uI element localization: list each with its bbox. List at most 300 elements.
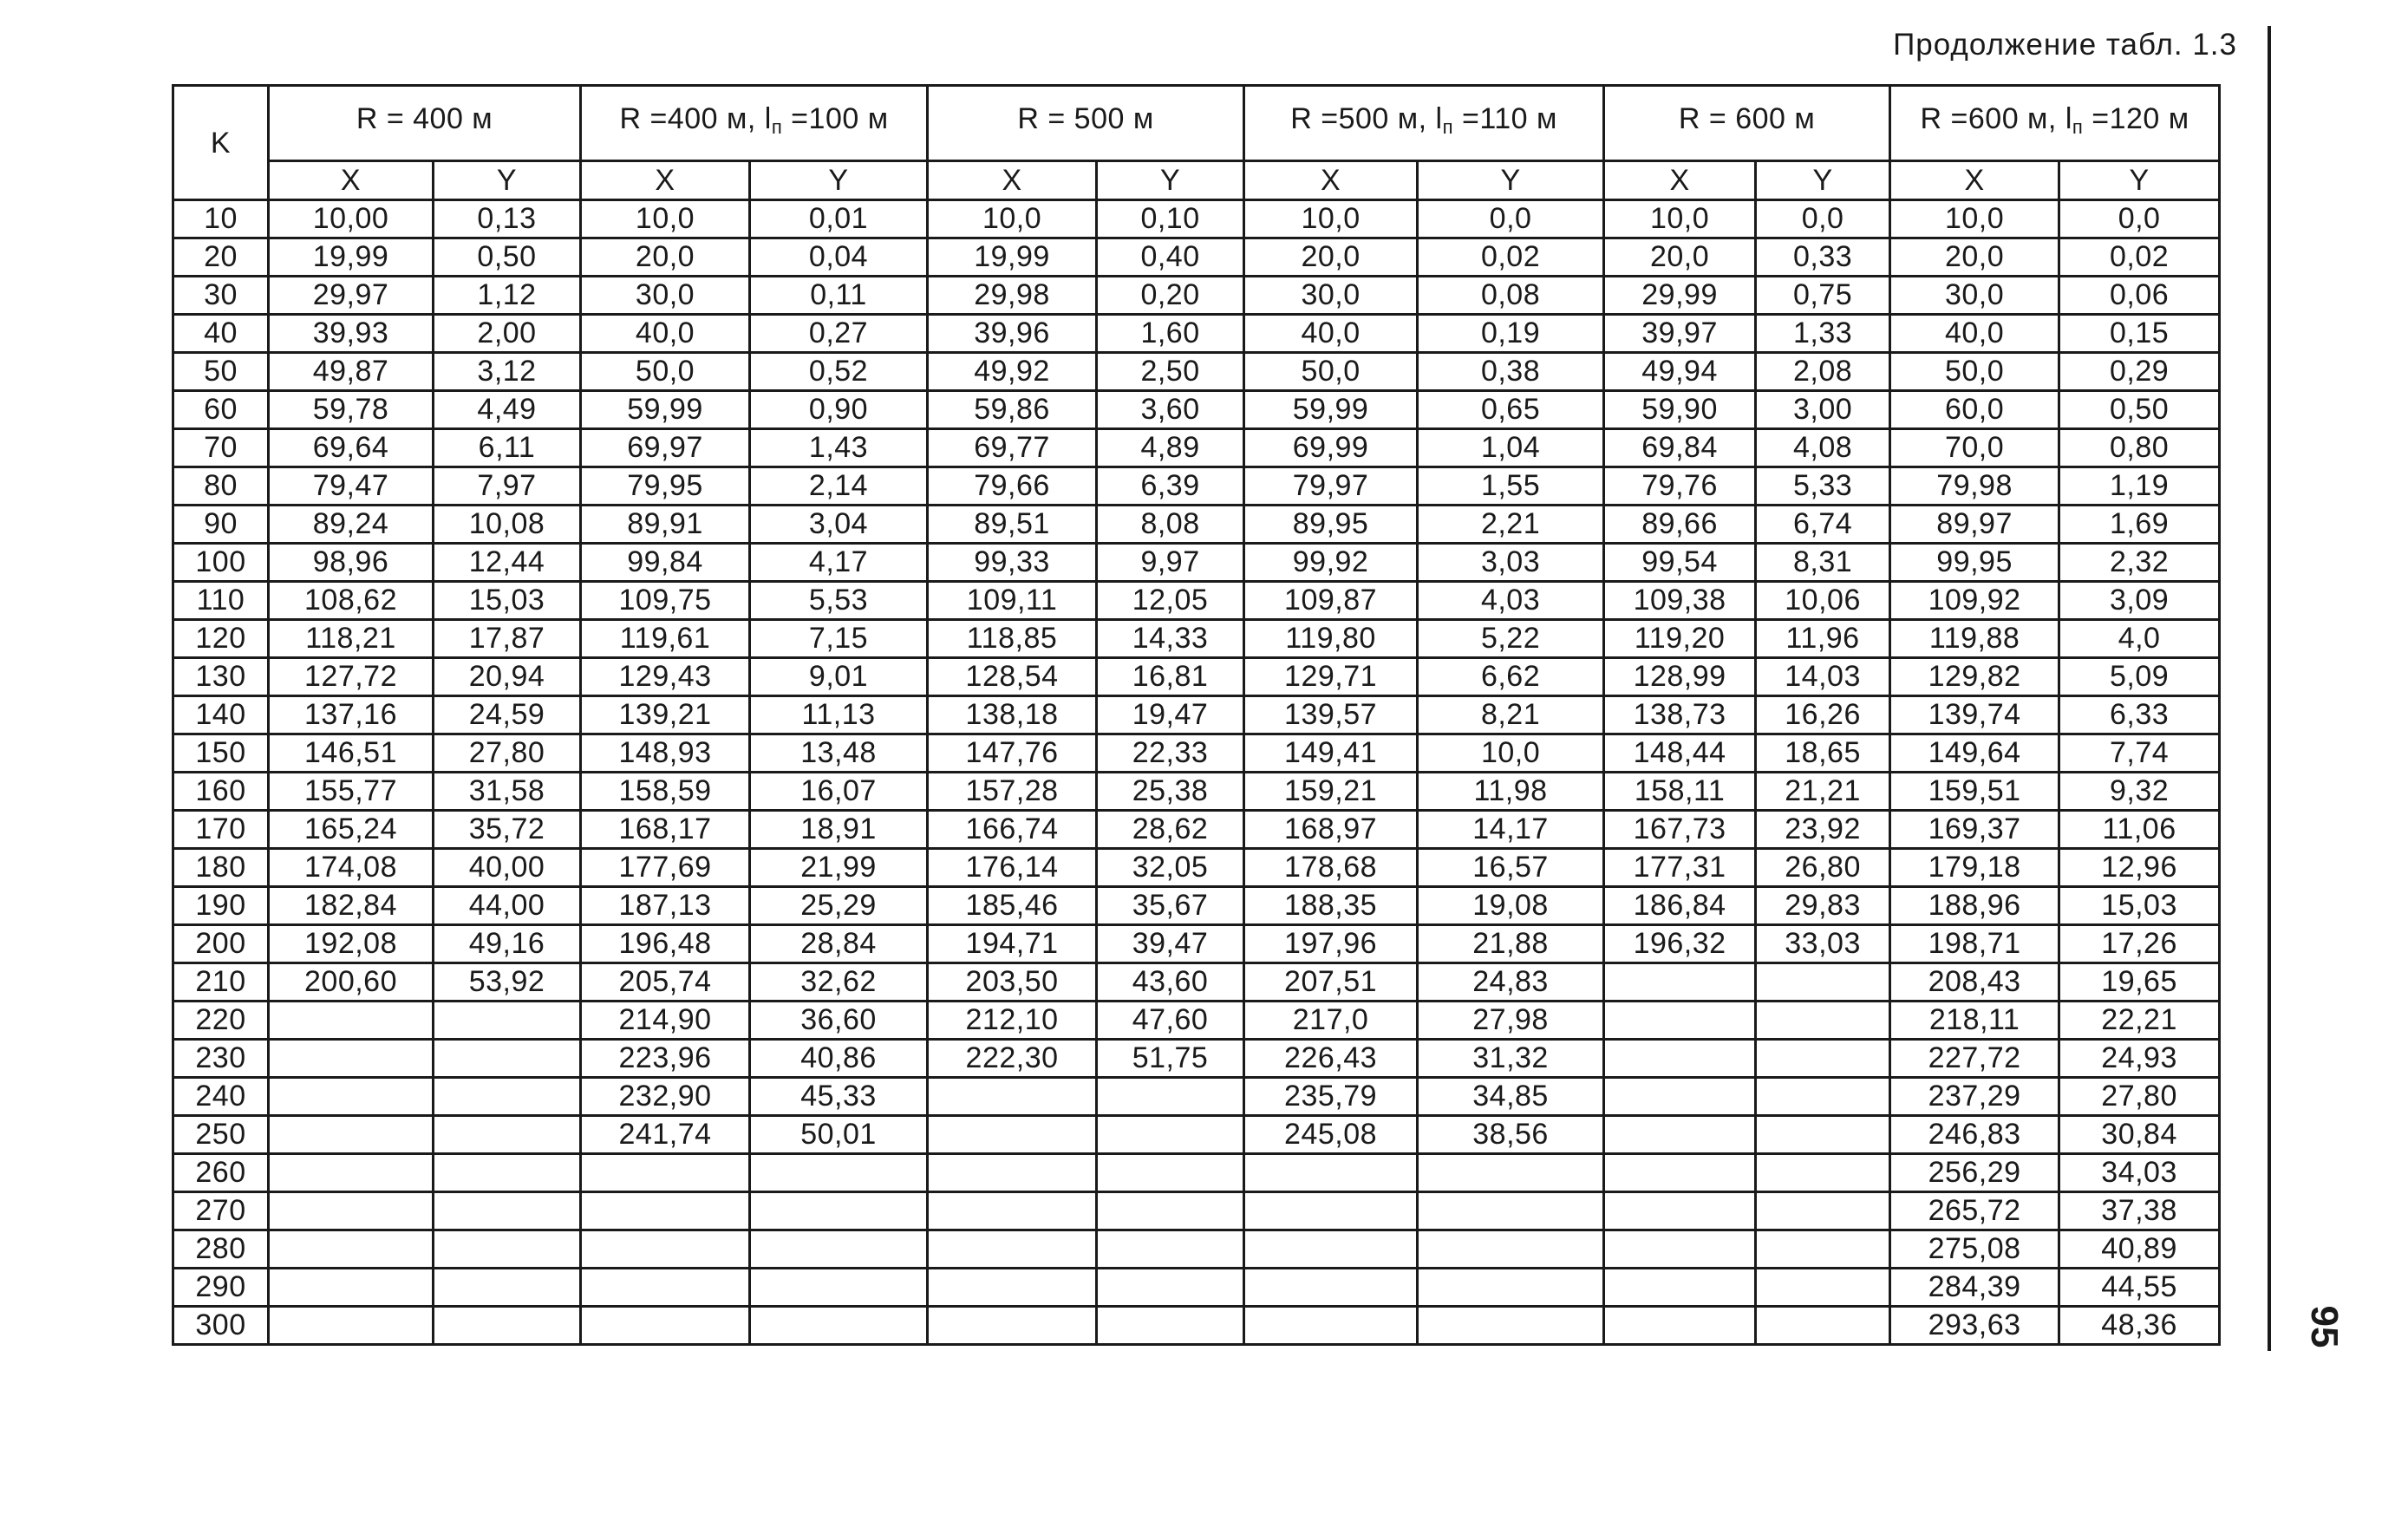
y-value-cell: 34,85: [1418, 1078, 1604, 1116]
x-value-cell: 119,88: [1890, 620, 2059, 658]
x-value-cell: 79,98: [1890, 467, 2059, 506]
y-value-cell: 48,36: [2059, 1307, 2220, 1345]
k-cell: 300: [173, 1307, 269, 1345]
x-value-cell: 256,29: [1890, 1154, 2059, 1192]
x-value-cell: 89,24: [269, 506, 434, 544]
y-value-cell: [1097, 1078, 1244, 1116]
x-value-cell: [581, 1307, 750, 1345]
x-value-cell: 222,30: [928, 1040, 1097, 1078]
y-value-cell: 0,19: [1418, 315, 1604, 353]
y-value-cell: 0,65: [1418, 391, 1604, 429]
y-value-cell: 17,26: [2059, 925, 2220, 963]
k-cell: 10: [173, 200, 269, 238]
k-cell: 110: [173, 582, 269, 620]
group-header: R = 400 м: [269, 86, 581, 161]
k-cell: 190: [173, 887, 269, 925]
x-value-cell: 129,71: [1244, 658, 1418, 696]
x-value-cell: [581, 1154, 750, 1192]
x-header: X: [1244, 161, 1418, 200]
x-value-cell: 40,0: [581, 315, 750, 353]
y-value-cell: 28,62: [1097, 811, 1244, 849]
y-value-cell: 14,33: [1097, 620, 1244, 658]
x-value-cell: 79,97: [1244, 467, 1418, 506]
k-cell: 170: [173, 811, 269, 849]
y-value-cell: 6,39: [1097, 467, 1244, 506]
y-value-cell: 16,26: [1756, 696, 1890, 734]
y-header: Y: [1418, 161, 1604, 200]
table-row: [173, 696, 2220, 734]
x-value-cell: [1604, 1078, 1756, 1116]
y-value-cell: 0,52: [750, 353, 928, 391]
y-value-cell: 38,56: [1418, 1116, 1604, 1154]
group-header-row: [173, 86, 2220, 161]
y-value-cell: [750, 1192, 928, 1230]
x-value-cell: 49,87: [269, 353, 434, 391]
x-value-cell: 39,93: [269, 315, 434, 353]
x-value-cell: 177,31: [1604, 849, 1756, 887]
x-value-cell: 69,84: [1604, 429, 1756, 467]
y-value-cell: [750, 1307, 928, 1345]
y-value-cell: 22,33: [1097, 734, 1244, 773]
y-value-cell: 4,0: [2059, 620, 2220, 658]
x-value-cell: 109,92: [1890, 582, 2059, 620]
x-value-cell: [269, 1230, 434, 1269]
x-value-cell: 196,48: [581, 925, 750, 963]
y-value-cell: 4,08: [1756, 429, 1890, 467]
y-value-cell: 0,90: [750, 391, 928, 429]
y-value-cell: 1,04: [1418, 429, 1604, 467]
x-value-cell: 128,99: [1604, 658, 1756, 696]
x-value-cell: 79,66: [928, 467, 1097, 506]
y-value-cell: 16,57: [1418, 849, 1604, 887]
x-value-cell: 89,91: [581, 506, 750, 544]
table-row: [173, 544, 2220, 582]
y-value-cell: 27,80: [434, 734, 581, 773]
y-value-cell: 14,17: [1418, 811, 1604, 849]
y-value-cell: 45,33: [750, 1078, 928, 1116]
y-value-cell: 16,07: [750, 773, 928, 811]
x-value-cell: 59,99: [1244, 391, 1418, 429]
x-value-cell: 109,11: [928, 582, 1097, 620]
y-value-cell: [750, 1154, 928, 1192]
x-value-cell: 165,24: [269, 811, 434, 849]
x-value-cell: [1604, 1040, 1756, 1078]
x-value-cell: 29,97: [269, 277, 434, 315]
x-value-cell: [1604, 963, 1756, 1002]
x-value-cell: 99,92: [1244, 544, 1418, 582]
k-cell: 180: [173, 849, 269, 887]
y-value-cell: 8,31: [1756, 544, 1890, 582]
y-value-cell: 6,11: [434, 429, 581, 467]
table-row: [173, 773, 2220, 811]
k-cell: 70: [173, 429, 269, 467]
y-value-cell: 22,21: [2059, 1002, 2220, 1040]
x-value-cell: 108,62: [269, 582, 434, 620]
y-value-cell: 11,98: [1418, 773, 1604, 811]
y-value-cell: 40,00: [434, 849, 581, 887]
x-value-cell: [1604, 1269, 1756, 1307]
x-header: X: [1890, 161, 2059, 200]
x-value-cell: 119,20: [1604, 620, 1756, 658]
x-value-cell: [1244, 1154, 1418, 1192]
group-header: R =400 м, $l_п =100$ м: [581, 86, 928, 161]
x-value-cell: 147,76: [928, 734, 1097, 773]
y-value-cell: 0,06: [2059, 277, 2220, 315]
group-header: R =600 м, $l_п =120$ м: [1890, 86, 2220, 161]
x-value-cell: 119,80: [1244, 620, 1418, 658]
y-value-cell: 0,13: [434, 200, 581, 238]
y-value-cell: 12,44: [434, 544, 581, 582]
x-value-cell: 79,76: [1604, 467, 1756, 506]
table-row: [173, 963, 2220, 1002]
x-value-cell: 118,21: [269, 620, 434, 658]
x-value-cell: [1244, 1230, 1418, 1269]
k-cell: 140: [173, 696, 269, 734]
y-value-cell: 2,50: [1097, 353, 1244, 391]
y-value-cell: 0,33: [1756, 238, 1890, 277]
x-value-cell: 20,0: [581, 238, 750, 277]
x-value-cell: 237,29: [1890, 1078, 2059, 1116]
y-value-cell: [750, 1269, 928, 1307]
y-value-cell: 0,29: [2059, 353, 2220, 391]
x-value-cell: 20,0: [1604, 238, 1756, 277]
x-value-cell: 169,37: [1890, 811, 2059, 849]
x-value-cell: 30,0: [1244, 277, 1418, 315]
table-row: [173, 315, 2220, 353]
y-value-cell: 47,60: [1097, 1002, 1244, 1040]
x-value-cell: [1244, 1307, 1418, 1345]
y-value-cell: [1756, 1192, 1890, 1230]
x-value-cell: 99,33: [928, 544, 1097, 582]
y-value-cell: 0,11: [750, 277, 928, 315]
x-value-cell: 208,43: [1890, 963, 2059, 1002]
x-value-cell: 246,83: [1890, 1116, 2059, 1154]
y-value-cell: 13,48: [750, 734, 928, 773]
x-value-cell: 186,84: [1604, 887, 1756, 925]
y-value-cell: 0,40: [1097, 238, 1244, 277]
y-value-cell: 3,04: [750, 506, 928, 544]
y-value-cell: [1756, 1307, 1890, 1345]
y-value-cell: 3,12: [434, 353, 581, 391]
y-value-cell: [1756, 963, 1890, 1002]
k-cell: 250: [173, 1116, 269, 1154]
y-value-cell: 15,03: [2059, 887, 2220, 925]
table-row: [173, 620, 2220, 658]
y-value-cell: 20,94: [434, 658, 581, 696]
x-value-cell: [269, 1078, 434, 1116]
x-value-cell: 148,44: [1604, 734, 1756, 773]
x-value-cell: 40,0: [1244, 315, 1418, 353]
x-value-cell: 194,71: [928, 925, 1097, 963]
y-value-cell: [1418, 1192, 1604, 1230]
x-value-cell: [1604, 1192, 1756, 1230]
y-value-cell: 33,03: [1756, 925, 1890, 963]
y-value-cell: 1,60: [1097, 315, 1244, 353]
y-value-cell: 0,01: [750, 200, 928, 238]
y-value-cell: 0,15: [2059, 315, 2220, 353]
x-value-cell: 168,97: [1244, 811, 1418, 849]
y-value-cell: 5,09: [2059, 658, 2220, 696]
x-value-cell: 166,74: [928, 811, 1097, 849]
x-value-cell: 98,96: [269, 544, 434, 582]
k-cell: 290: [173, 1269, 269, 1307]
x-value-cell: 129,43: [581, 658, 750, 696]
y-value-cell: 27,98: [1418, 1002, 1604, 1040]
y-value-cell: [750, 1230, 928, 1269]
k-cell: 150: [173, 734, 269, 773]
y-value-cell: 1,19: [2059, 467, 2220, 506]
x-value-cell: 10,00: [269, 200, 434, 238]
x-value-cell: 50,0: [1244, 353, 1418, 391]
x-value-cell: 174,08: [269, 849, 434, 887]
table-body: [173, 200, 2220, 1345]
x-value-cell: 155,77: [269, 773, 434, 811]
x-value-cell: 158,59: [581, 773, 750, 811]
x-value-cell: 200,60: [269, 963, 434, 1002]
x-value-cell: [269, 1154, 434, 1192]
y-value-cell: 4,49: [434, 391, 581, 429]
x-value-cell: 212,10: [928, 1002, 1097, 1040]
x-value-cell: [928, 1230, 1097, 1269]
x-value-cell: [928, 1116, 1097, 1154]
x-value-cell: 223,96: [581, 1040, 750, 1078]
y-value-cell: 31,58: [434, 773, 581, 811]
x-value-cell: 157,28: [928, 773, 1097, 811]
table-row: [173, 506, 2220, 544]
y-value-cell: 7,97: [434, 467, 581, 506]
y-value-cell: [1756, 1002, 1890, 1040]
y-value-cell: 15,03: [434, 582, 581, 620]
x-value-cell: 207,51: [1244, 963, 1418, 1002]
table-row: [173, 925, 2220, 963]
x-value-cell: [1604, 1116, 1756, 1154]
y-value-cell: 6,33: [2059, 696, 2220, 734]
x-value-cell: 192,08: [269, 925, 434, 963]
y-value-cell: [434, 1116, 581, 1154]
table-row: [173, 238, 2220, 277]
x-value-cell: 226,43: [1244, 1040, 1418, 1078]
y-value-cell: 0,10: [1097, 200, 1244, 238]
x-value-cell: 129,82: [1890, 658, 2059, 696]
y-value-cell: 24,83: [1418, 963, 1604, 1002]
y-value-cell: 6,62: [1418, 658, 1604, 696]
y-value-cell: 4,03: [1418, 582, 1604, 620]
x-value-cell: 49,92: [928, 353, 1097, 391]
x-value-cell: 179,18: [1890, 849, 2059, 887]
y-value-cell: 2,08: [1756, 353, 1890, 391]
x-value-cell: 39,97: [1604, 315, 1756, 353]
y-value-cell: 2,21: [1418, 506, 1604, 544]
y-value-cell: [1756, 1154, 1890, 1192]
x-value-cell: 59,78: [269, 391, 434, 429]
x-value-cell: [1604, 1230, 1756, 1269]
y-value-cell: 17,87: [434, 620, 581, 658]
y-value-cell: 4,89: [1097, 429, 1244, 467]
x-value-cell: 218,11: [1890, 1002, 2059, 1040]
y-value-cell: 43,60: [1097, 963, 1244, 1002]
x-value-cell: 99,84: [581, 544, 750, 582]
x-value-cell: 10,0: [1244, 200, 1418, 238]
x-value-cell: 187,13: [581, 887, 750, 925]
y-value-cell: 32,62: [750, 963, 928, 1002]
k-cell: 280: [173, 1230, 269, 1269]
table-row: [173, 200, 2220, 238]
x-value-cell: 109,75: [581, 582, 750, 620]
x-value-cell: [1244, 1192, 1418, 1230]
table-row: [173, 353, 2220, 391]
group-header: R = 500 м: [928, 86, 1244, 161]
x-value-cell: 109,87: [1244, 582, 1418, 620]
table-row: [173, 1154, 2220, 1192]
y-value-cell: 0,02: [2059, 238, 2220, 277]
y-value-cell: 0,50: [434, 238, 581, 277]
y-value-cell: [1756, 1230, 1890, 1269]
y-value-cell: 11,13: [750, 696, 928, 734]
y-value-cell: [1097, 1192, 1244, 1230]
y-value-cell: 50,01: [750, 1116, 928, 1154]
x-value-cell: 127,72: [269, 658, 434, 696]
x-value-cell: 138,73: [1604, 696, 1756, 734]
y-value-cell: 1,43: [750, 429, 928, 467]
x-header: X: [1604, 161, 1756, 200]
table-row: [173, 849, 2220, 887]
y-value-cell: 35,67: [1097, 887, 1244, 925]
x-value-cell: [928, 1307, 1097, 1345]
x-value-cell: [928, 1154, 1097, 1192]
x-value-cell: 20,0: [1890, 238, 2059, 277]
y-value-cell: 51,75: [1097, 1040, 1244, 1078]
y-value-cell: 29,83: [1756, 887, 1890, 925]
x-value-cell: 176,14: [928, 849, 1097, 887]
y-value-cell: 5,33: [1756, 467, 1890, 506]
y-value-cell: [434, 1002, 581, 1040]
y-value-cell: 8,21: [1418, 696, 1604, 734]
x-value-cell: [269, 1307, 434, 1345]
x-value-cell: 89,66: [1604, 506, 1756, 544]
y-value-cell: 39,47: [1097, 925, 1244, 963]
y-value-cell: 9,01: [750, 658, 928, 696]
x-value-cell: 185,46: [928, 887, 1097, 925]
x-value-cell: 99,95: [1890, 544, 2059, 582]
x-value-cell: 203,50: [928, 963, 1097, 1002]
y-value-cell: [1418, 1154, 1604, 1192]
y-value-cell: [434, 1040, 581, 1078]
y-header: Y: [750, 161, 928, 200]
x-value-cell: 49,94: [1604, 353, 1756, 391]
x-value-cell: [581, 1192, 750, 1230]
y-value-cell: 0,04: [750, 238, 928, 277]
coordinates-table: [172, 84, 2221, 1346]
y-value-cell: 40,86: [750, 1040, 928, 1078]
y-value-cell: 36,60: [750, 1002, 928, 1040]
k-header: K: [173, 86, 269, 200]
y-value-cell: 35,72: [434, 811, 581, 849]
x-value-cell: [1604, 1154, 1756, 1192]
table-row: [173, 734, 2220, 773]
table-row: [173, 1040, 2220, 1078]
x-value-cell: 241,74: [581, 1116, 750, 1154]
x-value-cell: 39,96: [928, 315, 1097, 353]
y-value-cell: [434, 1269, 581, 1307]
k-cell: 120: [173, 620, 269, 658]
y-value-cell: 5,53: [750, 582, 928, 620]
x-value-cell: 138,18: [928, 696, 1097, 734]
y-value-cell: 25,29: [750, 887, 928, 925]
x-value-cell: 284,39: [1890, 1269, 2059, 1307]
x-value-cell: [581, 1269, 750, 1307]
k-cell: 160: [173, 773, 269, 811]
y-value-cell: 1,33: [1756, 315, 1890, 353]
y-value-cell: 10,06: [1756, 582, 1890, 620]
y-value-cell: 21,21: [1756, 773, 1890, 811]
x-value-cell: [1604, 1307, 1756, 1345]
x-value-cell: 69,77: [928, 429, 1097, 467]
y-value-cell: [1097, 1116, 1244, 1154]
x-value-cell: 188,35: [1244, 887, 1418, 925]
x-value-cell: 119,61: [581, 620, 750, 658]
x-value-cell: 196,32: [1604, 925, 1756, 963]
x-value-cell: 149,64: [1890, 734, 2059, 773]
k-cell: 220: [173, 1002, 269, 1040]
y-value-cell: 21,88: [1418, 925, 1604, 963]
x-value-cell: 50,0: [1890, 353, 2059, 391]
x-value-cell: [928, 1269, 1097, 1307]
y-value-cell: [1756, 1078, 1890, 1116]
y-header: Y: [1097, 161, 1244, 200]
table-row: [173, 467, 2220, 506]
k-cell: 90: [173, 506, 269, 544]
x-value-cell: [269, 1192, 434, 1230]
table-row: [173, 277, 2220, 315]
y-value-cell: [1097, 1307, 1244, 1345]
y-value-cell: [1097, 1154, 1244, 1192]
y-header: Y: [2059, 161, 2220, 200]
y-value-cell: 0,38: [1418, 353, 1604, 391]
y-value-cell: 0,50: [2059, 391, 2220, 429]
x-value-cell: 10,0: [1604, 200, 1756, 238]
y-value-cell: 28,84: [750, 925, 928, 963]
y-value-cell: 26,80: [1756, 849, 1890, 887]
x-value-cell: 19,99: [928, 238, 1097, 277]
x-value-cell: 99,54: [1604, 544, 1756, 582]
y-value-cell: 37,38: [2059, 1192, 2220, 1230]
k-cell: 60: [173, 391, 269, 429]
x-value-cell: 168,17: [581, 811, 750, 849]
k-cell: 30: [173, 277, 269, 315]
table-row: [173, 1230, 2220, 1269]
x-value-cell: 70,0: [1890, 429, 2059, 467]
y-value-cell: 7,15: [750, 620, 928, 658]
y-value-cell: 21,99: [750, 849, 928, 887]
y-value-cell: [1418, 1230, 1604, 1269]
x-value-cell: 275,08: [1890, 1230, 2059, 1269]
k-cell: 210: [173, 963, 269, 1002]
x-value-cell: 159,21: [1244, 773, 1418, 811]
y-value-cell: [1756, 1269, 1890, 1307]
x-value-cell: 10,0: [581, 200, 750, 238]
x-value-cell: 139,74: [1890, 696, 2059, 734]
table-row: [173, 1116, 2220, 1154]
xy-header-row: [173, 161, 2220, 200]
x-value-cell: 167,73: [1604, 811, 1756, 849]
k-cell: 50: [173, 353, 269, 391]
x-header: X: [581, 161, 750, 200]
x-value-cell: 10,0: [1890, 200, 2059, 238]
x-value-cell: 60,0: [1890, 391, 2059, 429]
y-value-cell: 7,74: [2059, 734, 2220, 773]
group-header: R =500 м, $l_п =110$ м: [1244, 86, 1604, 161]
y-value-cell: 24,59: [434, 696, 581, 734]
